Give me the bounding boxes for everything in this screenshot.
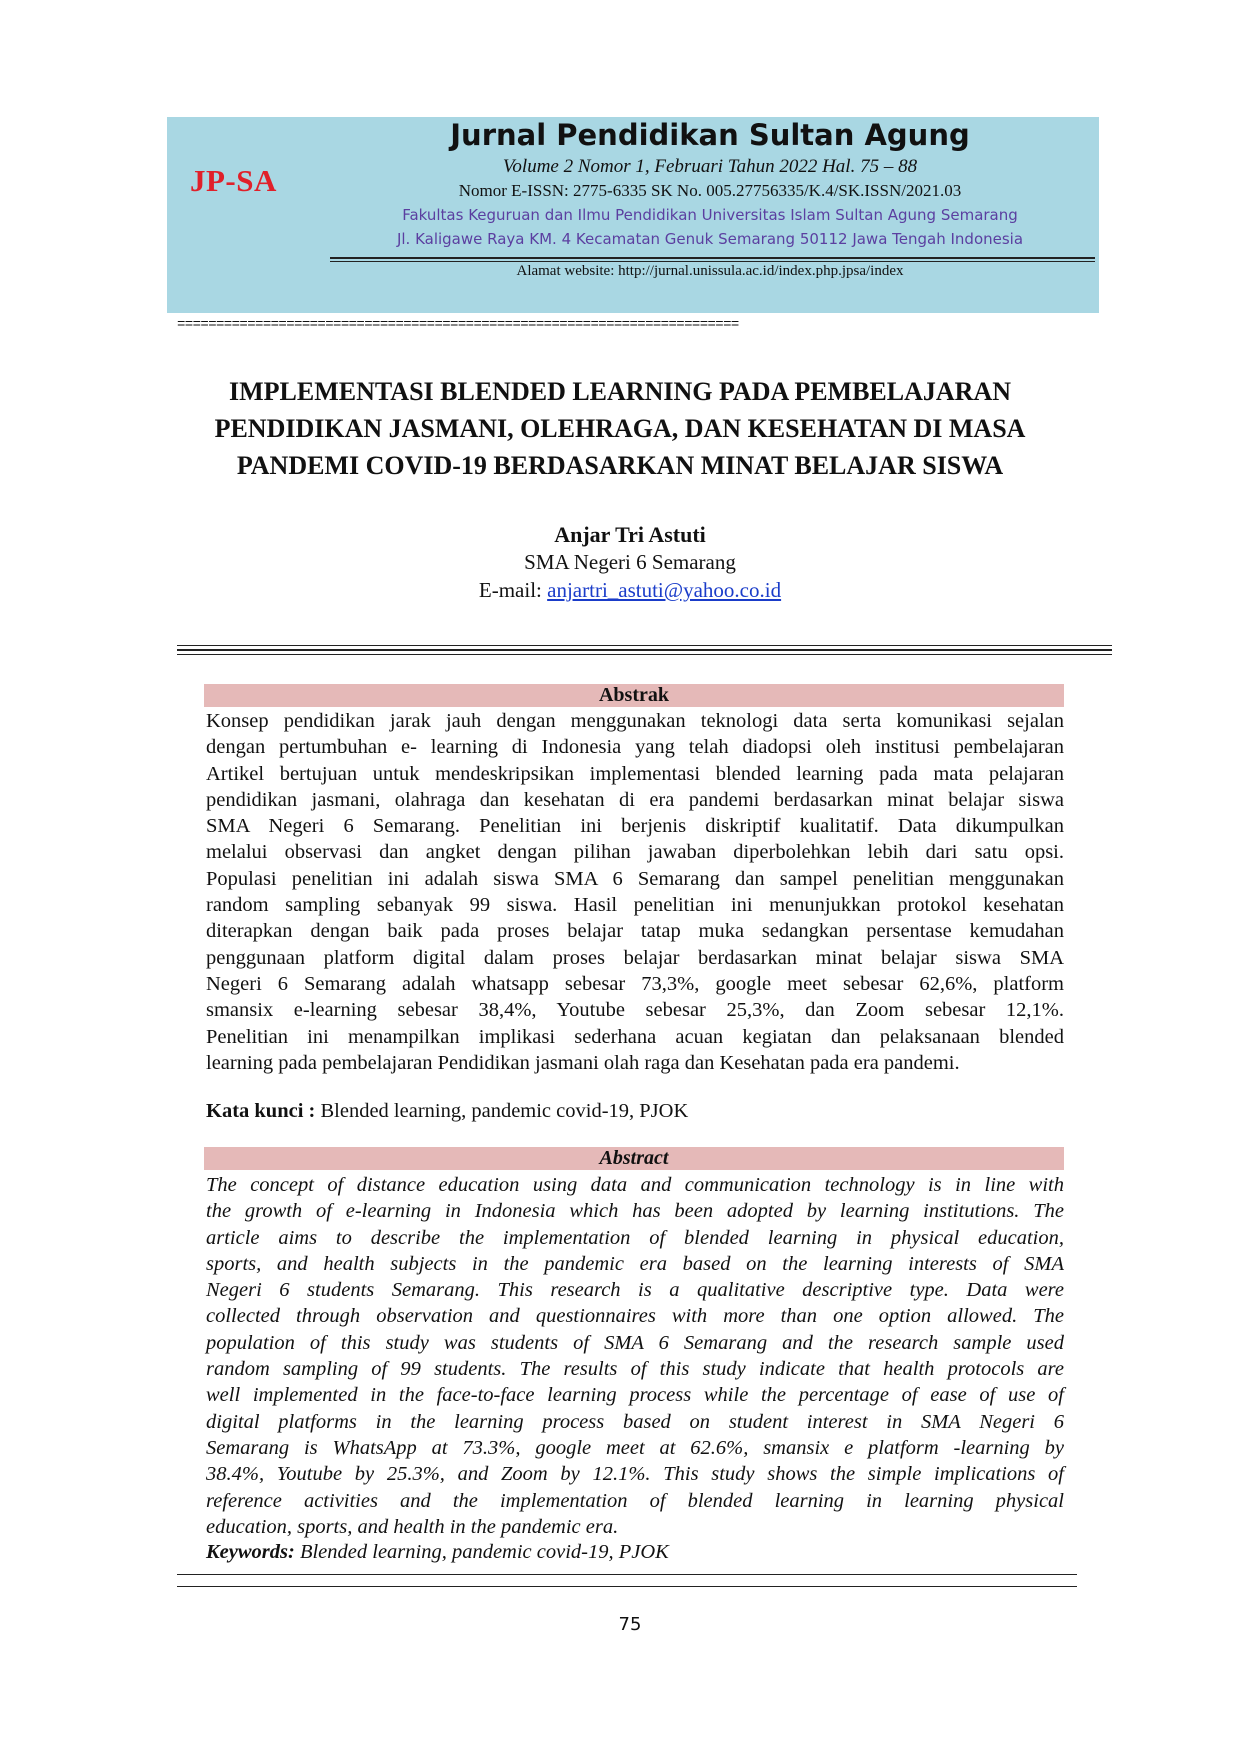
abstrak-line: Artikel bertujuan untuk mendeskripsikan implementasi blended learning pada mata pelajaran <box>206 762 1064 785</box>
abstract-line: well implemented in the face-to-face learning process while the percentage of ease of use of <box>206 1384 1064 1407</box>
abstract-line: the growth of e-learning in Indonesia which has been adopted by learning institutions. The <box>206 1200 1064 1223</box>
abstrak-line: diterapkan dengan baik pada proses belajar tatap muka sedangkan persentase kemudahan <box>206 920 1064 943</box>
abstrak-line: Populasi penelitian ini adalah siswa SMA 6 Semarang dan sampel penelitian menggunakan <box>206 867 1064 890</box>
header-divider <box>330 257 1095 259</box>
journal-website: Alamat website: http://jurnal.unissula.ac.id/index.php.jpsa/index <box>516 263 904 279</box>
footer-divider <box>177 1586 1077 1587</box>
header-divider-thin <box>330 261 1095 262</box>
journal-logo: JP-SA <box>190 163 277 198</box>
keywords <box>206 1541 669 1564</box>
title-line: PENDIDIKAN JASMANI, OLEHRAGA, DAN KESEHATAN DI MASA <box>214 414 1026 443</box>
abstract-line: digital platforms in the learning process based on student interest in SMA Negeri 6 <box>206 1410 1064 1433</box>
abstract-line: Semarang is WhatsApp at 73.3%, google meet at 62.6%, smansix e platform -learning by <box>206 1436 1064 1459</box>
author-email-line <box>330 578 930 603</box>
abstract-heading: Abstract <box>204 1147 1064 1170</box>
abstrak-body <box>206 708 1064 1076</box>
abstract-line: collected through observation and questionnaires with more than one option allowed. The <box>206 1305 1064 1328</box>
kata-kunci-text: Blended learning, pandemic covid-19, PJOK <box>315 1100 689 1122</box>
abstrak-line: Penelitian ini menampilkan implikasi sederhana acuan kegiatan dan pelaksanaan blended <box>206 1025 1064 1048</box>
title-line: IMPLEMENTASI BLENDED LEARNING PADA PEMBELAJARAN <box>229 377 1011 406</box>
journal-title: Jurnal Pendidikan Sultan Agung <box>450 118 970 152</box>
keywords-label: Keywords: <box>206 1541 295 1563</box>
abstract-line: population of this study was students of SMA 6 Semarang and the research sample used <box>206 1331 1064 1354</box>
abstract-line: 38.4%, Youtube by 25.3%, and Zoom by 12.1%. This study shows the simple implications of <box>206 1463 1064 1486</box>
section-divider <box>177 649 1112 651</box>
abstrak-line: penggunaan platform digital dalam proses belajar berdasarkan minat belajar siswa SMA <box>206 946 1064 969</box>
abstract-line: sports, and health subjects in the pandemic era based on the learning interests of SMA <box>206 1252 1064 1275</box>
abstrak-line: dengan pertumbuhan e- learning di Indonesia yang telah diadopsi oleh institusi pembelajaran <box>206 736 1064 759</box>
abstrak-line: Negeri 6 Semarang adalah whatsapp sebesar 73,3%, google meet sebesar 62,6%, platform <box>206 972 1064 995</box>
abstract-body <box>206 1172 1064 1540</box>
abstract-line: The concept of distance education using data and communication technology is in line with <box>206 1174 1064 1196</box>
footer-divider <box>177 1574 1077 1575</box>
page-number: 75 <box>618 1614 642 1635</box>
abstract-line: article aims to describe the implementation of blended learning in physical education, <box>206 1226 1064 1249</box>
section-divider <box>177 654 1112 655</box>
author-email-link[interactable]: anjartri_astuti@yahoo.co.id <box>547 578 782 602</box>
kata-kunci-label: Kata kunci : <box>206 1100 316 1122</box>
abstrak-heading: Abstrak <box>204 684 1064 707</box>
abstrak-line: SMA Negeri 6 Semarang. Penelitian ini berjenis diskriptif kualitatif. Data dikumpulkan <box>206 815 1064 838</box>
journal-volume: Volume 2 Nomor 1, Februari Tahun 2022 Hal. 75 – 88 <box>502 156 918 177</box>
keywords-text: Blended learning, pandemic covid-19, PJOK <box>294 1541 669 1563</box>
abstrak-line: random sampling sebanyak 99 siswa. Hasil penelitian ini menunjukkan protokol kesehatan <box>206 894 1064 917</box>
abstract-line: reference activities and the implementation of blended learning in learning physical <box>206 1489 1064 1512</box>
section-divider <box>177 645 1112 646</box>
abstrak-line: Konsep pendidikan jarak jauh dengan menggunakan teknologi data serta komunikasi sejalan <box>206 710 1064 732</box>
kata-kunci <box>206 1100 688 1123</box>
abstrak-line: pendidikan jasmani, olahraga dan kesehatan di era pandemi berdasarkan minat belajar siswa <box>206 788 1064 811</box>
author-name: Anjar Tri Astuti <box>554 522 706 547</box>
title-line: PANDEMI COVID-19 BERDASARKAN MINAT BELAJAR SISWA <box>236 451 1004 480</box>
abstract-line: random sampling of 99 students. The results of this study indicate that health protocols are <box>206 1358 1064 1381</box>
abstrak-line: melalui observasi dan angket dengan pilihan jawaban diperbolehkan lebih dari satu opsi. <box>206 841 1064 864</box>
email-label: E-mail: <box>478 578 548 602</box>
journal-issn: Nomor E-ISSN: 2775-6335 SK No. 005.27756335/K.4/SK.ISSN/2021.03 <box>458 181 962 200</box>
abstrak-line: learning pada pembelajaran Pendidikan jasmani olah raga dan Kesehatan pada era pandemi. <box>206 1051 960 1074</box>
abstract-line: education, sports, and health in the pandemic era. <box>206 1515 619 1538</box>
author-affiliation: SMA Negeri 6 Semarang <box>524 550 736 574</box>
abstract-line: Negeri 6 students Semarang. This research is a qualitative descriptive type. Data were <box>206 1279 1064 1302</box>
journal-faculty: Fakultas Keguruan dan Ilmu Pendidikan Universitas Islam Sultan Agung Semarang <box>402 206 1018 224</box>
journal-address: Jl. Kaligawe Raya KM. 4 Kecamatan Genuk Semarang 50112 Jawa Tengah Indonesia <box>396 230 1024 248</box>
abstrak-line: smansix e-learning sebesar 38,4%, Youtube sebesar 25,3%, dan Zoom sebesar 12,1%. <box>206 999 1064 1022</box>
paper-title <box>150 373 1090 484</box>
equals-separator: ======================================================================== <box>177 318 739 332</box>
